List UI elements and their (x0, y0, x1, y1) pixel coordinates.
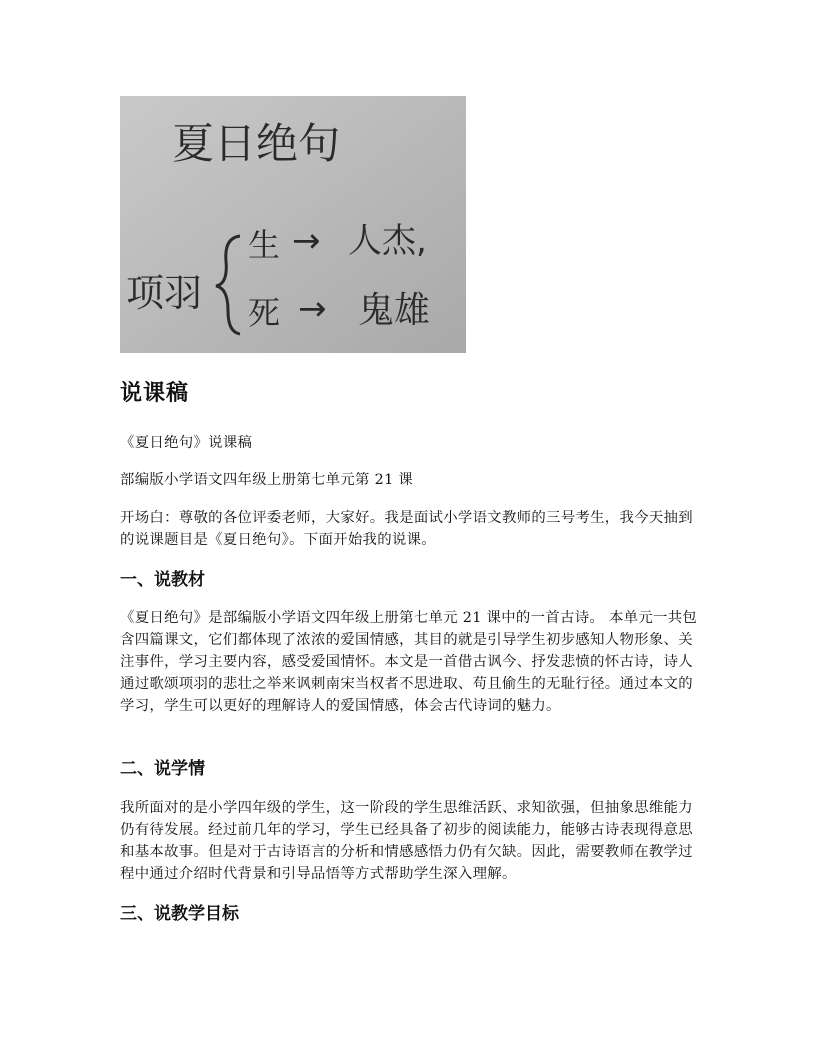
photo-line2-left: 死 (248, 294, 281, 332)
paragraph-lesson-title: 《夏日绝句》说课稿 (120, 435, 253, 451)
paragraph-textbook: 《夏日绝句》是部编版小学语文四年级上册第七单元 21 课中的一首古诗。 本单元一共包含四篇课文，它们都体现了浓浓的爱国情感，其目的就是引导学生初步感知人物形象、关注事件，学习主要内容，感受爱国情怀。本文是一首借古讽今、抒发悲愤的怀古诗，诗人通过歌颂项羽的悲壮之举来讽刺南宋当权者不思进取、苟且偷生的无耻行径。通过本文的学习，学生可以更好的理解诗人的爱国情感，体会古代诗词的魅力。 (120, 610, 698, 714)
photo-name-text: 项羽 (126, 271, 203, 315)
photo-line2-right: 鬼雄 (358, 290, 431, 331)
heading-textbook: 一、说教材 (120, 570, 205, 590)
heading-students: 二、说学情 (120, 759, 205, 779)
paragraph-opening: 开场白：尊敬的各位评委老师，大家好。我是面试小学语文教师的三号考生，我今天抽到的说课题目是《夏日绝句》。下面开始我的说课。 (120, 510, 693, 548)
photo-arrow-2: → (298, 289, 327, 329)
heading-teaching-goals: 三、说教学目标 (120, 904, 239, 924)
photo-line1-left: 生 (248, 226, 281, 264)
document-title: 说课稿 (120, 381, 190, 406)
photo-arrow-1: → (292, 221, 321, 261)
handwritten-note-image (120, 96, 466, 353)
photo-title-text: 夏日绝句 (172, 119, 341, 168)
paragraph-textbook-info: 部编版小学语文四年级上册第七单元第 21 课 (120, 472, 414, 488)
handwritten-photo (120, 96, 466, 353)
photo-line1-right: 人杰, (348, 221, 427, 261)
paragraph-students: 我所面对的是小学四年级的学生，这一阶段的学生思维活跃、求知欲强，但抽象思维能力仍有待发展。经过前几年的学习，学生已经具备了初步的阅读能力，能够古诗表现得意思和基本故事。但是对于古诗语言的分析和情感感悟力仍有欠缺。因此，需要教师在教学过程中通过介绍时代背景和引导品悟等方式帮助学生深入理解。 (120, 800, 693, 882)
